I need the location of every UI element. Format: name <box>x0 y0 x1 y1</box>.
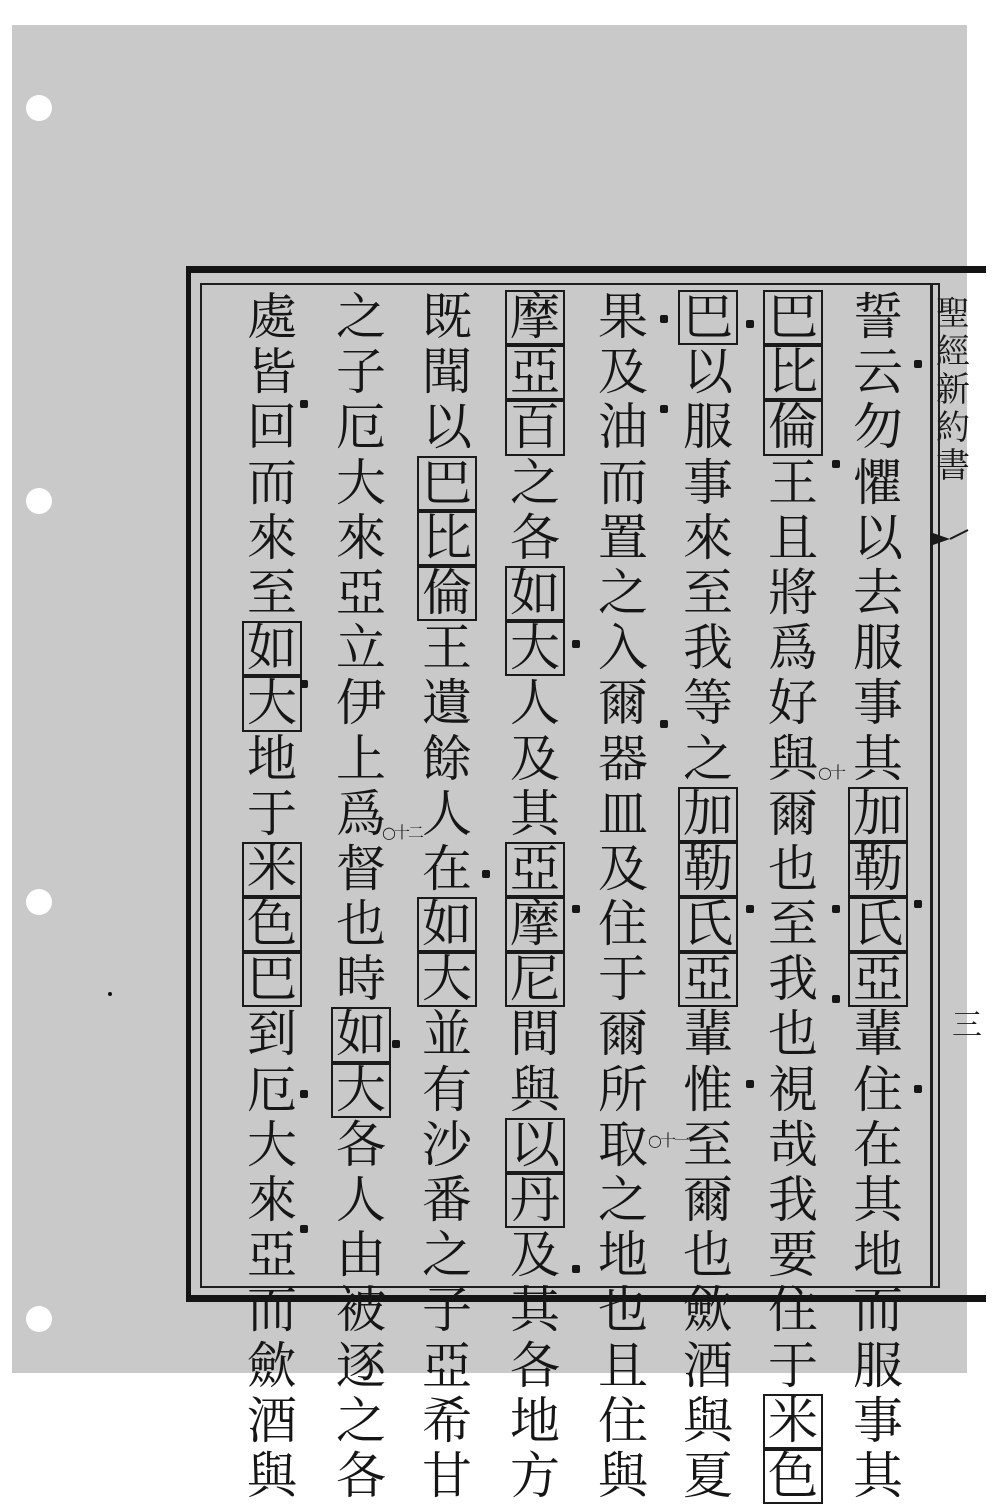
proper-name-char: 大 <box>417 952 477 1007</box>
text-char: 人 <box>336 1171 386 1229</box>
text-char: 各 <box>336 1115 386 1174</box>
text-char: 住 <box>853 1060 903 1119</box>
text-char: 在 <box>422 839 472 898</box>
text-char: 要 <box>768 1226 818 1285</box>
verse-marker: ○十 <box>818 763 844 782</box>
text-char: 取 <box>598 1115 648 1174</box>
proper-name-char: 氏 <box>848 897 908 952</box>
text-char: 于 <box>247 784 297 843</box>
proper-name-char: 比 <box>763 345 823 400</box>
text-char: 爾 <box>683 1171 733 1229</box>
text-char: 歛 <box>247 1336 297 1395</box>
proper-name-char: 巴 <box>242 952 302 1007</box>
text-char: 其 <box>853 1171 903 1229</box>
proper-name-char: 尼 <box>505 952 565 1007</box>
text-char: 皆 <box>247 343 297 402</box>
text-char: 入 <box>598 619 648 678</box>
running-head-char: 書 <box>936 446 970 486</box>
proper-name-char: 如 <box>242 621 302 676</box>
text-char: 逐 <box>336 1336 386 1395</box>
proper-name-char: 米 <box>242 842 302 897</box>
running-head <box>936 294 970 535</box>
text-char: 來 <box>247 1171 297 1229</box>
text-column <box>757 290 829 1504</box>
text-char: 地 <box>247 729 297 788</box>
text-char: 輩 <box>683 1005 733 1064</box>
text-column <box>587 290 659 1504</box>
text-char: 酒 <box>247 1391 297 1450</box>
text-char: 事 <box>853 674 903 733</box>
text-char: 我 <box>683 619 733 678</box>
text-char: 餘 <box>422 729 472 788</box>
text-char: 間 <box>510 1005 560 1064</box>
folio-number: 三 <box>952 1008 982 1043</box>
text-char: 服 <box>853 619 903 678</box>
text-char: 之 <box>598 1171 648 1229</box>
text-char: 與 <box>247 1446 297 1505</box>
proper-name-char: 摩 <box>505 897 565 952</box>
text-char: 亞 <box>422 1336 472 1395</box>
proper-name-char: 如 <box>417 897 477 952</box>
text-char: 並 <box>422 1005 472 1064</box>
proper-name-char: 丹 <box>505 1173 565 1228</box>
binder-hole <box>26 488 52 514</box>
text-char: 各 <box>510 508 560 567</box>
punctuation-mark <box>832 460 840 468</box>
text-char: 由 <box>336 1226 386 1285</box>
specks <box>108 992 112 996</box>
text-char: 之 <box>422 1226 472 1285</box>
punctuation-mark <box>746 1080 754 1088</box>
text-char: 以 <box>853 508 903 567</box>
text-char: 聞 <box>422 343 472 402</box>
proper-name-char: 如 <box>505 566 565 621</box>
proper-name-char: 大 <box>331 1063 391 1118</box>
proper-name-char: 色 <box>763 1449 823 1504</box>
text-char: 各 <box>510 1336 560 1395</box>
text-char: 等 <box>683 674 733 733</box>
text-char: 勿 <box>853 398 903 457</box>
verse-marker: ○十一 <box>648 1131 688 1150</box>
punctuation-mark <box>832 995 840 1003</box>
punctuation-mark <box>746 905 754 913</box>
text-char: 亞 <box>247 1226 297 1285</box>
text-char: 以 <box>683 343 733 402</box>
text-char: 之 <box>683 729 733 788</box>
proper-name-char: 巴 <box>417 456 477 511</box>
proper-name-char: 勒 <box>678 842 738 897</box>
verse-marker: ○十二 <box>382 823 422 842</box>
text-char: 大 <box>247 1115 297 1174</box>
text-char: 且 <box>768 508 818 567</box>
proper-name-char: 巴 <box>763 290 823 345</box>
proper-name-char: 勒 <box>848 842 908 897</box>
text-char: 事 <box>853 1391 903 1450</box>
text-char: 而 <box>853 1281 903 1340</box>
text-char: 爲 <box>768 619 818 678</box>
proper-name-char: 加 <box>848 787 908 842</box>
text-char: 在 <box>853 1115 903 1174</box>
text-char: 且 <box>598 1336 648 1395</box>
text-char: 其 <box>853 729 903 788</box>
text-char: 王 <box>768 453 818 512</box>
punctuation-mark <box>914 900 922 908</box>
punctuation-mark <box>300 400 308 408</box>
text-char: 來 <box>683 508 733 567</box>
punctuation-mark <box>660 720 668 728</box>
proper-name-char: 米 <box>763 1394 823 1449</box>
text-char: 子 <box>336 343 386 402</box>
proper-name-char: 大 <box>242 676 302 731</box>
punctuation-mark <box>832 905 840 913</box>
text-char: 也 <box>336 895 386 954</box>
text-char: 懼 <box>853 453 903 512</box>
proper-name-char: 亞 <box>505 345 565 400</box>
text-char: 希 <box>422 1391 472 1450</box>
text-char: 有 <box>422 1060 472 1119</box>
punctuation-mark <box>914 1085 922 1093</box>
text-char: 伊 <box>336 674 386 733</box>
text-char: 而 <box>247 453 297 512</box>
text-char: 住 <box>598 895 648 954</box>
text-char: 所 <box>598 1060 648 1119</box>
proper-name-char: 摩 <box>505 290 565 345</box>
text-char: 爲 <box>336 784 386 843</box>
binder-hole <box>26 95 52 121</box>
punctuation-mark <box>392 1040 400 1048</box>
binder-hole <box>26 889 52 915</box>
text-char: 也 <box>768 839 818 898</box>
text-column <box>411 290 483 1504</box>
text-char: 地 <box>598 1226 648 1285</box>
proper-name-char: 亞 <box>678 952 738 1007</box>
punctuation-mark <box>660 315 668 323</box>
text-column <box>236 290 308 1504</box>
text-char: 地 <box>853 1226 903 1285</box>
punctuation-mark <box>572 905 580 913</box>
punctuation-mark <box>572 640 580 648</box>
text-char: 人 <box>510 674 560 733</box>
text-char: 而 <box>247 1281 297 1340</box>
text-char: 子 <box>422 1281 472 1340</box>
text-char: 事 <box>683 453 733 512</box>
text-char: 之 <box>598 563 648 622</box>
text-column <box>842 290 914 1504</box>
text-char: 至 <box>247 563 297 622</box>
text-char: 回 <box>247 398 297 457</box>
text-char: 及 <box>598 343 648 402</box>
text-char: 各 <box>336 1446 386 1505</box>
punctuation-mark <box>660 405 668 413</box>
proper-name-char: 亞 <box>505 842 565 897</box>
text-char: 大 <box>336 453 386 512</box>
text-char: 及 <box>510 729 560 788</box>
text-char: 住 <box>598 1391 648 1450</box>
text-char: 惟 <box>683 1060 733 1119</box>
proper-name-char: 倫 <box>763 400 823 455</box>
text-char: 以 <box>422 398 472 457</box>
text-char: 亞 <box>336 563 386 622</box>
running-head-char: 約 <box>936 408 970 448</box>
text-char: 到 <box>247 1005 297 1064</box>
text-char: 爾 <box>598 1005 648 1064</box>
text-column <box>499 290 571 1504</box>
text-char: 與 <box>598 1446 648 1505</box>
text-char: 我 <box>768 1171 818 1229</box>
text-char: 及 <box>510 1226 560 1285</box>
punctuation-mark <box>482 870 490 878</box>
text-char: 也 <box>598 1281 648 1340</box>
text-char: 及 <box>598 839 648 898</box>
text-char: 輩 <box>853 1005 903 1064</box>
proper-name-char: 比 <box>417 511 477 566</box>
text-char: 與 <box>768 729 818 788</box>
text-char: 爾 <box>768 784 818 843</box>
text-char: 其 <box>510 784 560 843</box>
text-char: 爾 <box>598 674 648 733</box>
proper-name-char: 亞 <box>848 952 908 1007</box>
punctuation-mark <box>746 320 754 328</box>
text-char: 我 <box>768 950 818 1009</box>
text-char: 至 <box>768 895 818 954</box>
proper-name-char: 色 <box>242 897 302 952</box>
text-char: 人 <box>422 784 472 843</box>
text-char: 之 <box>336 288 386 346</box>
text-char: 厄 <box>247 1060 297 1119</box>
text-char: 于 <box>768 1336 818 1395</box>
text-char: 至 <box>683 1115 733 1174</box>
text-char: 服 <box>683 398 733 457</box>
text-char: 酒 <box>683 1336 733 1395</box>
text-char: 夏 <box>683 1446 733 1505</box>
proper-name-char: 百 <box>505 400 565 455</box>
text-char: 云 <box>853 343 903 402</box>
punctuation-mark <box>300 680 308 688</box>
proper-name-char: 氏 <box>678 897 738 952</box>
text-char: 厄 <box>336 398 386 457</box>
proper-name-char: 倫 <box>417 566 477 621</box>
text-char: 住 <box>768 1281 818 1340</box>
text-char: 既 <box>422 288 472 346</box>
proper-name-char: 以 <box>505 1118 565 1173</box>
text-char: 被 <box>336 1281 386 1340</box>
text-char: 與 <box>510 1060 560 1119</box>
text-char: 至 <box>683 563 733 622</box>
text-char: 去 <box>853 563 903 622</box>
punctuation-mark <box>300 1225 308 1233</box>
text-char: 歛 <box>683 1281 733 1340</box>
proper-name-char: 大 <box>505 621 565 676</box>
punctuation-mark <box>300 1090 308 1098</box>
text-char: 處 <box>247 288 297 346</box>
text-char: 來 <box>247 508 297 567</box>
text-char: 哉 <box>768 1115 818 1174</box>
text-char: 服 <box>853 1336 903 1395</box>
proper-name-char: 如 <box>331 1007 391 1062</box>
text-char: 之 <box>510 453 560 512</box>
text-char: 好 <box>768 674 818 733</box>
text-char: 將 <box>768 563 818 622</box>
text-char: 其 <box>510 1281 560 1340</box>
text-char: 番 <box>422 1171 472 1229</box>
running-head-char: 新 <box>936 370 970 410</box>
text-char: 時 <box>336 950 386 1009</box>
text-char: 置 <box>598 508 648 567</box>
fold-divider <box>930 283 933 1288</box>
text-char: 立 <box>336 619 386 678</box>
text-char: 地 <box>510 1391 560 1450</box>
text-char: 其 <box>853 1446 903 1505</box>
text-char: 視 <box>768 1060 818 1119</box>
text-char: 之 <box>336 1391 386 1450</box>
text-column <box>672 290 744 1504</box>
text-char: 上 <box>336 729 386 788</box>
punctuation-mark <box>914 360 922 368</box>
punctuation-mark <box>572 1265 580 1273</box>
text-char: 王 <box>422 619 472 678</box>
text-char: 誓 <box>853 288 903 346</box>
text-char: 也 <box>768 1005 818 1064</box>
text-char: 督 <box>336 839 386 898</box>
text-char: 甘 <box>422 1446 472 1505</box>
text-char: 遺 <box>422 674 472 733</box>
text-char: 皿 <box>598 784 648 843</box>
text-char: 油 <box>598 398 648 457</box>
text-char: 沙 <box>422 1115 472 1174</box>
binder-hole <box>26 1306 52 1332</box>
text-char: 器 <box>598 729 648 788</box>
text-column <box>325 290 397 1504</box>
proper-name-char: 巴 <box>678 290 738 345</box>
text-char: 而 <box>598 453 648 512</box>
text-char: 果 <box>598 288 648 346</box>
running-head-char: 經 <box>936 332 970 372</box>
text-char: 也 <box>683 1226 733 1285</box>
text-char: 與 <box>683 1391 733 1450</box>
text-char: 來 <box>336 508 386 567</box>
text-char: 于 <box>598 950 648 1009</box>
text-char: 方 <box>510 1446 560 1505</box>
running-head-char: 聖 <box>936 294 970 334</box>
proper-name-char: 加 <box>678 787 738 842</box>
